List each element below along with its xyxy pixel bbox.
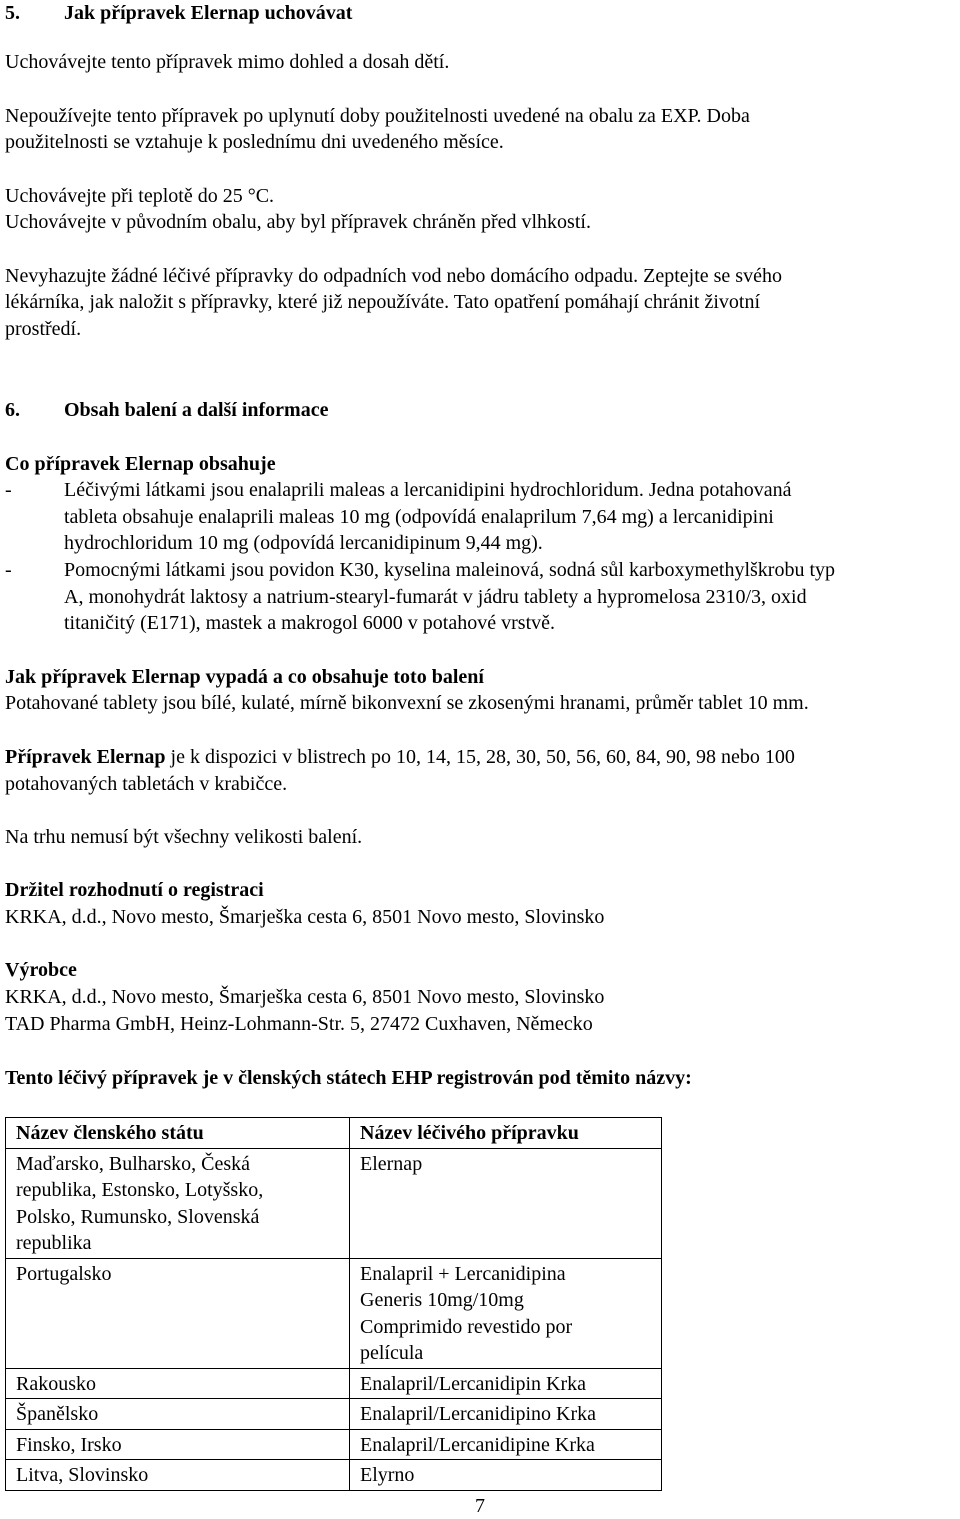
s5-paragraph-3b: Uchovávejte v původním obalu, aby byl přípravek chráněn před vlhkostí.: [5, 211, 591, 233]
pack-sizes-line-1: [5, 744, 795, 770]
page-number: 7: [475, 1495, 485, 1517]
section-6-number: 6.: [5, 399, 20, 421]
section-5-number: 5.: [5, 2, 20, 24]
table-row: [6, 1399, 662, 1430]
state-line: Maďarsko, Bulharsko, Česká: [16, 1152, 251, 1175]
contains-heading: Co přípravek Elernap obsahuje: [5, 453, 276, 475]
table-row: [6, 1368, 662, 1399]
table-row: [6, 1148, 662, 1258]
pack-sizes-bold: Přípravek Elernap: [5, 746, 166, 768]
bullet-1c: hydrochloridum 10 mg (odpovídá lercanidipinum 9,44 mg).: [64, 532, 543, 554]
state-line: republika, Estonsko, Lotyšsko,: [16, 1179, 264, 1201]
product-cell: [350, 1258, 662, 1368]
product-line: Enalapril + Lercanidipina: [360, 1262, 566, 1285]
state-line: republika: [16, 1232, 92, 1254]
state-cell: [6, 1429, 350, 1460]
s5-paragraph-1: Uchovávejte tento přípravek mimo dohled a dosah dětí.: [5, 51, 450, 73]
state-cell: [6, 1258, 350, 1368]
pack-sizes-line-2: potahovaných tabletách v krabičce.: [5, 773, 288, 795]
product-line: Enalapril/Lercanidipino Krka: [360, 1403, 597, 1425]
s5-paragraph-3a: Uchovávejte při teplotě do 25 °C.: [5, 185, 275, 207]
product-cell: [350, 1399, 662, 1430]
product-line: Comprimido revestido por: [360, 1315, 573, 1338]
s5-paragraph-2a: Nepoužívejte tento přípravek po uplynutí doby použitelnosti uvedené na obalu za EXP. Doba: [5, 105, 750, 127]
looks-text: Potahované tablety jsou bílé, kulaté, mírně bikonvexní se zkosenými hranami, průměr tablet 10 mm.: [5, 692, 809, 714]
bullet-1b: tableta obsahuje enalaprili maleas 10 mg (odpovídá enalaprilum 7,64 mg) a lercanidipini: [64, 506, 774, 528]
holder-heading: Držitel rozhodnutí o registraci: [5, 879, 264, 901]
product-line: Generis 10mg/10mg: [360, 1289, 524, 1311]
bullet-2a: Pomocnými látkami jsou povidon K30, kyselina maleinová, sodná sůl karboxymethylškrobu typ: [64, 559, 836, 581]
state-cell: [6, 1148, 350, 1258]
state-line: Španělsko: [16, 1403, 99, 1425]
table-row: [6, 1460, 662, 1491]
table-row: [6, 1429, 662, 1460]
product-cell: [350, 1460, 662, 1491]
manufacturer-1: KRKA, d.d., Novo mesto, Šmarješka cesta 6, 8501 Novo mesto, Slovinsko: [5, 986, 605, 1008]
s5-paragraph-2b: použitelnosti se vztahuje k poslednímu dni uvedeného měsíce.: [5, 131, 504, 153]
header-product-name: Název léčivého přípravku: [350, 1118, 662, 1149]
state-cell: [6, 1460, 350, 1491]
member-states-table: [5, 1117, 662, 1491]
state-line: Rakousko: [16, 1372, 96, 1395]
state-line: Litva, Slovinsko: [16, 1464, 149, 1486]
product-line: Enalapril/Lercanidipin Krka: [360, 1372, 587, 1395]
pack-sizes-text: je k dispozici v blistrech po 10, 14, 15, 28, 30, 50, 56, 60, 84, 90, 98 nebo 100: [165, 746, 795, 768]
section-5-title: Jak přípravek Elernap uchovávat: [64, 2, 353, 24]
state-line: Polsko, Rumunsko, Slovenská: [16, 1205, 260, 1228]
product-line: película: [360, 1342, 424, 1364]
product-cell: [350, 1148, 662, 1258]
bullet-dash-1: -: [5, 479, 12, 501]
table-row: [6, 1258, 662, 1368]
product-cell: [350, 1429, 662, 1460]
manufacturer-heading: Výrobce: [5, 959, 77, 981]
header-member-state: Název členského státu: [6, 1118, 350, 1149]
product-line: Elyrno: [360, 1464, 415, 1486]
product-line: Enalapril/Lercanidipine Krka: [360, 1433, 595, 1456]
product-cell: [350, 1368, 662, 1399]
section-6-title: Obsah balení a další informace: [64, 399, 329, 421]
state-line: Portugalsko: [16, 1262, 112, 1285]
not-all-sizes: Na trhu nemusí být všechny velikosti balení.: [5, 826, 363, 848]
ehp-heading: Tento léčivý přípravek je v členských státech EHP registrován pod těmito názvy:: [5, 1067, 692, 1089]
s5-paragraph-4b: lékárníka, jak naložit s přípravky, které již nepoužíváte. Tato opatření pomáhají chránit životní: [5, 291, 760, 313]
bullet-dash-2: -: [5, 559, 12, 581]
looks-heading: Jak přípravek Elernap vypadá a co obsahuje toto balení: [5, 666, 484, 688]
state-cell: [6, 1368, 350, 1399]
bullet-2c: titaničitý (E171), mastek a makrogol 6000 v potahové vrstvě.: [64, 612, 555, 634]
bullet-1a: Léčivými látkami jsou enalaprili maleas a lercanidipini hydrochloridum. Jedna potahovaná: [64, 479, 792, 501]
s5-paragraph-4a: Nevyhazujte žádné léčivé přípravky do odpadních vod nebo domácího odpadu. Zeptejte se svého: [5, 265, 782, 287]
product-line: Elernap: [360, 1152, 423, 1175]
manufacturer-2: TAD Pharma GmbH, Heinz-Lohmann-Str. 5, 27472 Cuxhaven, Německo: [5, 1013, 593, 1035]
state-cell: [6, 1399, 350, 1430]
state-line: Finsko, Irsko: [16, 1433, 122, 1456]
bullet-2b: A, monohydrát laktosy a natrium-stearyl-fumarát v jádru tablety a hypromelosa 2310/3, oxid: [64, 586, 807, 608]
holder-text: KRKA, d.d., Novo mesto, Šmarješka cesta 6, 8501 Novo mesto, Slovinsko: [5, 906, 605, 928]
s5-paragraph-4c: prostředí.: [5, 318, 82, 340]
table-header-row: [6, 1118, 662, 1149]
